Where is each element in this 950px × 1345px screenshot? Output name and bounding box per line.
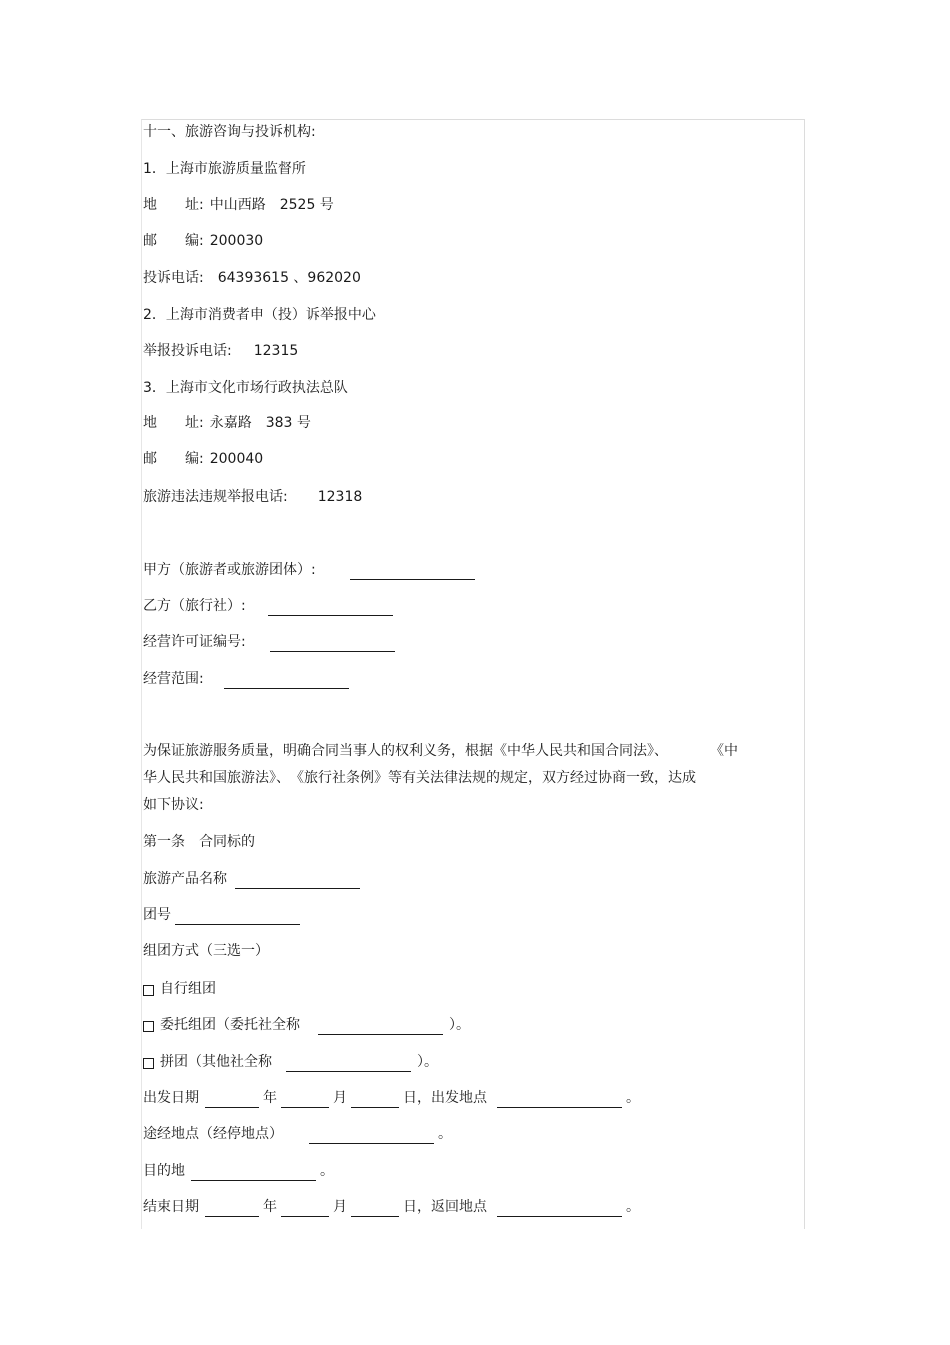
- depart-year-blank[interactable]: [205, 1093, 259, 1108]
- depart-place-blank[interactable]: [497, 1093, 622, 1108]
- end-day-blank[interactable]: [351, 1202, 399, 1217]
- group-no-row: 团号: [143, 905, 304, 925]
- mode-option-3[interactable]: 拼团（其他社全称 ）。: [143, 1052, 438, 1072]
- entrust-agency-blank[interactable]: [318, 1020, 443, 1035]
- party-a-blank[interactable]: [350, 565, 475, 580]
- depart-day-blank[interactable]: [351, 1093, 399, 1108]
- destination-row: 目的地 。: [143, 1163, 334, 1179]
- combined-agency-blank[interactable]: [286, 1057, 411, 1072]
- org3-zip: 邮 编: 200040: [143, 451, 264, 467]
- destination-blank[interactable]: [191, 1166, 316, 1181]
- org3-address: 地 址: 永嘉路 383 号: [143, 415, 311, 431]
- checkbox-entrust[interactable]: [143, 1021, 154, 1032]
- end-year-blank[interactable]: [205, 1202, 259, 1217]
- org3-name: 3．上海市文化市场行政执法总队: [143, 380, 348, 396]
- end-row: 结束日期 年 月 日，返回地点 。: [143, 1199, 640, 1215]
- org1-name: 1．上海市旅游质量监督所: [143, 161, 306, 177]
- via-row: 途经地点（经停地点） 。: [143, 1126, 452, 1142]
- preamble-line-1: 为保证旅游服务质量，明确合同当事人的权利义务，根据《中华人民共和国合同法》、 《中: [143, 743, 738, 759]
- party-a-row: 甲方（旅游者或旅游团体）:: [143, 560, 479, 580]
- org1-phone: 投诉电话: 64393615 、962020: [143, 270, 361, 286]
- end-month-blank[interactable]: [281, 1202, 329, 1217]
- product-row: 旅游产品名称: [143, 869, 364, 889]
- checkbox-self[interactable]: [143, 985, 154, 996]
- party-b-row: 乙方（旅行社）:: [143, 596, 397, 616]
- depart-month-blank[interactable]: [281, 1093, 329, 1108]
- org2-name: 2．上海市消费者申（投）诉举报中心: [143, 307, 376, 323]
- product-blank[interactable]: [235, 874, 360, 889]
- org2-phone: 举报投诉电话: 12315: [143, 343, 299, 359]
- mode-option-1[interactable]: 自行组团: [143, 979, 216, 999]
- mode-row: 组团方式（三选一）: [143, 943, 269, 959]
- checkbox-combined[interactable]: [143, 1058, 154, 1069]
- org1-address: 地 址: 中山西路 2525 号: [143, 197, 334, 213]
- article1-title: 第一条 合同标的: [143, 834, 255, 850]
- group-no-blank[interactable]: [175, 910, 300, 925]
- preamble-line-3: 如下协议:: [143, 797, 204, 813]
- org1-zip: 邮 编: 200030: [143, 233, 264, 249]
- via-blank[interactable]: [309, 1129, 434, 1144]
- section-title: 十一、旅游咨询与投诉机构:: [143, 124, 316, 140]
- scope-blank[interactable]: [224, 674, 349, 689]
- party-b-blank[interactable]: [268, 601, 393, 616]
- org3-phone: 旅游违法违规举报电话: 12318: [143, 489, 363, 505]
- mode-option-2[interactable]: 委托组团（委托社全称 ）。: [143, 1015, 470, 1035]
- return-place-blank[interactable]: [497, 1202, 622, 1217]
- preamble-line-2: 华人民共和国旅游法》、 《旅行社条例》等有关法律法规的规定，双方经过协商一致，达成: [143, 770, 696, 786]
- license-blank[interactable]: [270, 637, 395, 652]
- license-row: 经营许可证编号:: [143, 632, 399, 652]
- scope-row: 经营范围:: [143, 669, 353, 689]
- depart-row: 出发日期 年 月 日，出发地点 。: [143, 1090, 640, 1106]
